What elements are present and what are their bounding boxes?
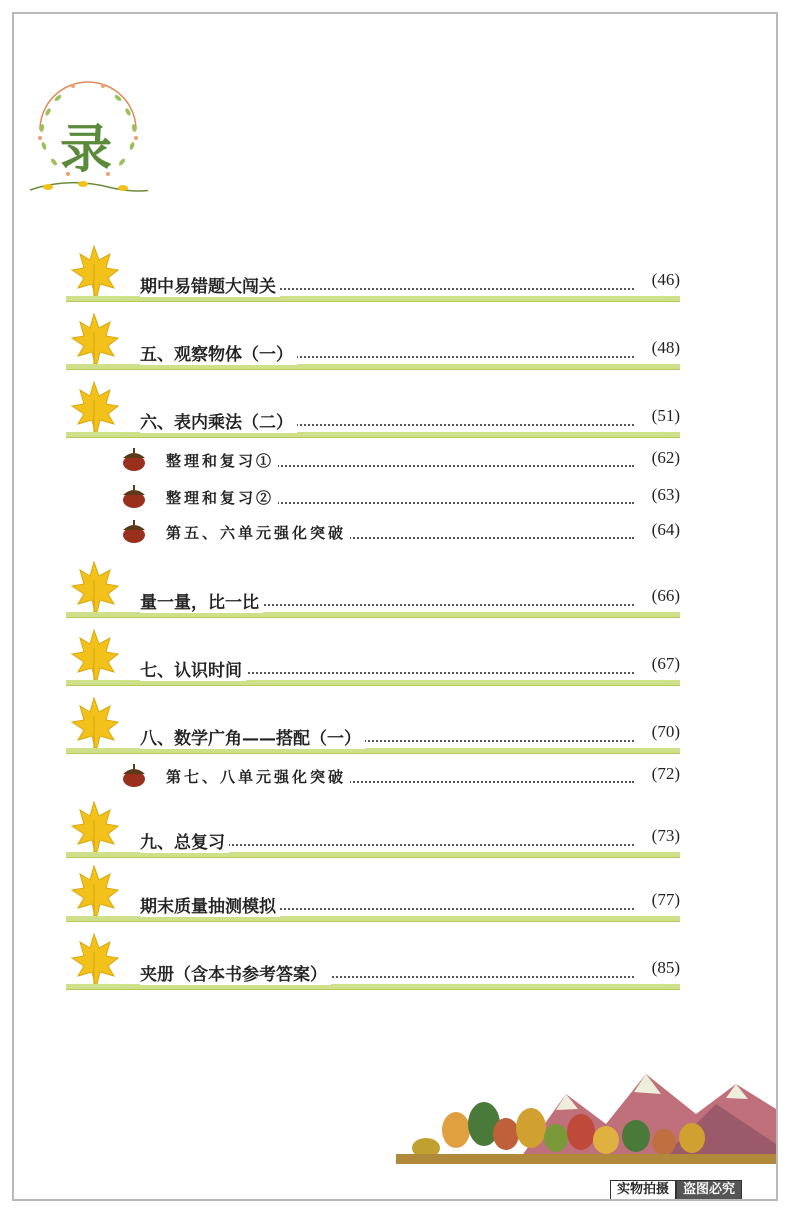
- maple-leaf-icon: [68, 800, 120, 858]
- toc-entry[interactable]: [60, 566, 680, 626]
- toc-entry[interactable]: [60, 386, 680, 446]
- entry-label: 七、认识时间: [140, 656, 246, 681]
- toc-subentry[interactable]: [60, 442, 680, 476]
- acorn-icon: [120, 446, 148, 472]
- entry-label: 八、数学广角——搭配（一）: [140, 724, 365, 749]
- page-number: (66): [651, 586, 680, 605]
- toc-entry[interactable]: [60, 870, 680, 930]
- toc-entry[interactable]: [60, 318, 680, 378]
- toc-entry[interactable]: [60, 702, 680, 762]
- entry-label: 期中易错题大闯关: [140, 272, 280, 297]
- page-number: (72): [651, 764, 680, 783]
- toc-entry[interactable]: [60, 250, 680, 310]
- maple-leaf-icon: [68, 932, 120, 990]
- table-of-contents: [14, 14, 776, 1199]
- entry-label: 五、观察物体（一）: [140, 340, 297, 365]
- maple-leaf-icon: [68, 312, 120, 370]
- page-number: (64): [651, 520, 680, 539]
- entry-label: 第五、六单元强化突破: [166, 522, 350, 543]
- page-number: (77): [651, 890, 680, 909]
- stamp-right: 盗图必究: [676, 1180, 742, 1200]
- toc-subentry[interactable]: [60, 514, 680, 548]
- entry-label: 六、表内乘法（二）: [140, 408, 297, 433]
- acorn-icon: [120, 483, 148, 509]
- entry-label: 期末质量抽测模拟: [140, 892, 280, 917]
- page-number: (67): [651, 654, 680, 673]
- toc-entry[interactable]: [60, 634, 680, 694]
- page-number: (63): [651, 485, 680, 504]
- maple-leaf-icon: [68, 696, 120, 754]
- maple-leaf-icon: [68, 864, 120, 922]
- page-number: (62): [651, 448, 680, 467]
- entry-label: 整理和复习①: [166, 450, 278, 471]
- entry-label: 第七、八单元强化突破: [166, 766, 350, 787]
- maple-leaf-icon: [68, 560, 120, 618]
- page-number: (48): [651, 338, 680, 357]
- page-number: (51): [651, 406, 680, 425]
- entry-label: 量一量，比一比: [140, 588, 263, 613]
- watermark-stamp: [610, 1180, 742, 1200]
- toc-subentry[interactable]: [60, 758, 680, 792]
- toc-entry[interactable]: [60, 806, 680, 866]
- page-number: (73): [651, 826, 680, 845]
- acorn-icon: [120, 762, 148, 788]
- entry-label: 九、总复习: [140, 828, 229, 853]
- page-number: (85): [651, 958, 680, 977]
- page-number: (70): [651, 722, 680, 741]
- autumn-scenery-illustration: [396, 1054, 776, 1164]
- entry-label: 夹册（含本书参考答案）: [140, 960, 331, 985]
- stamp-left: 实物拍摄: [610, 1180, 676, 1200]
- maple-leaf-icon: [68, 380, 120, 438]
- page-number: (46): [651, 270, 680, 289]
- entry-label: 整理和复习②: [166, 487, 278, 508]
- acorn-icon: [120, 518, 148, 544]
- page-title: 录: [60, 119, 113, 180]
- toc-subentry[interactable]: [60, 479, 680, 513]
- maple-leaf-icon: [68, 244, 120, 302]
- toc-entry[interactable]: [60, 938, 680, 998]
- toc-page: [12, 12, 778, 1201]
- maple-leaf-icon: [68, 628, 120, 686]
